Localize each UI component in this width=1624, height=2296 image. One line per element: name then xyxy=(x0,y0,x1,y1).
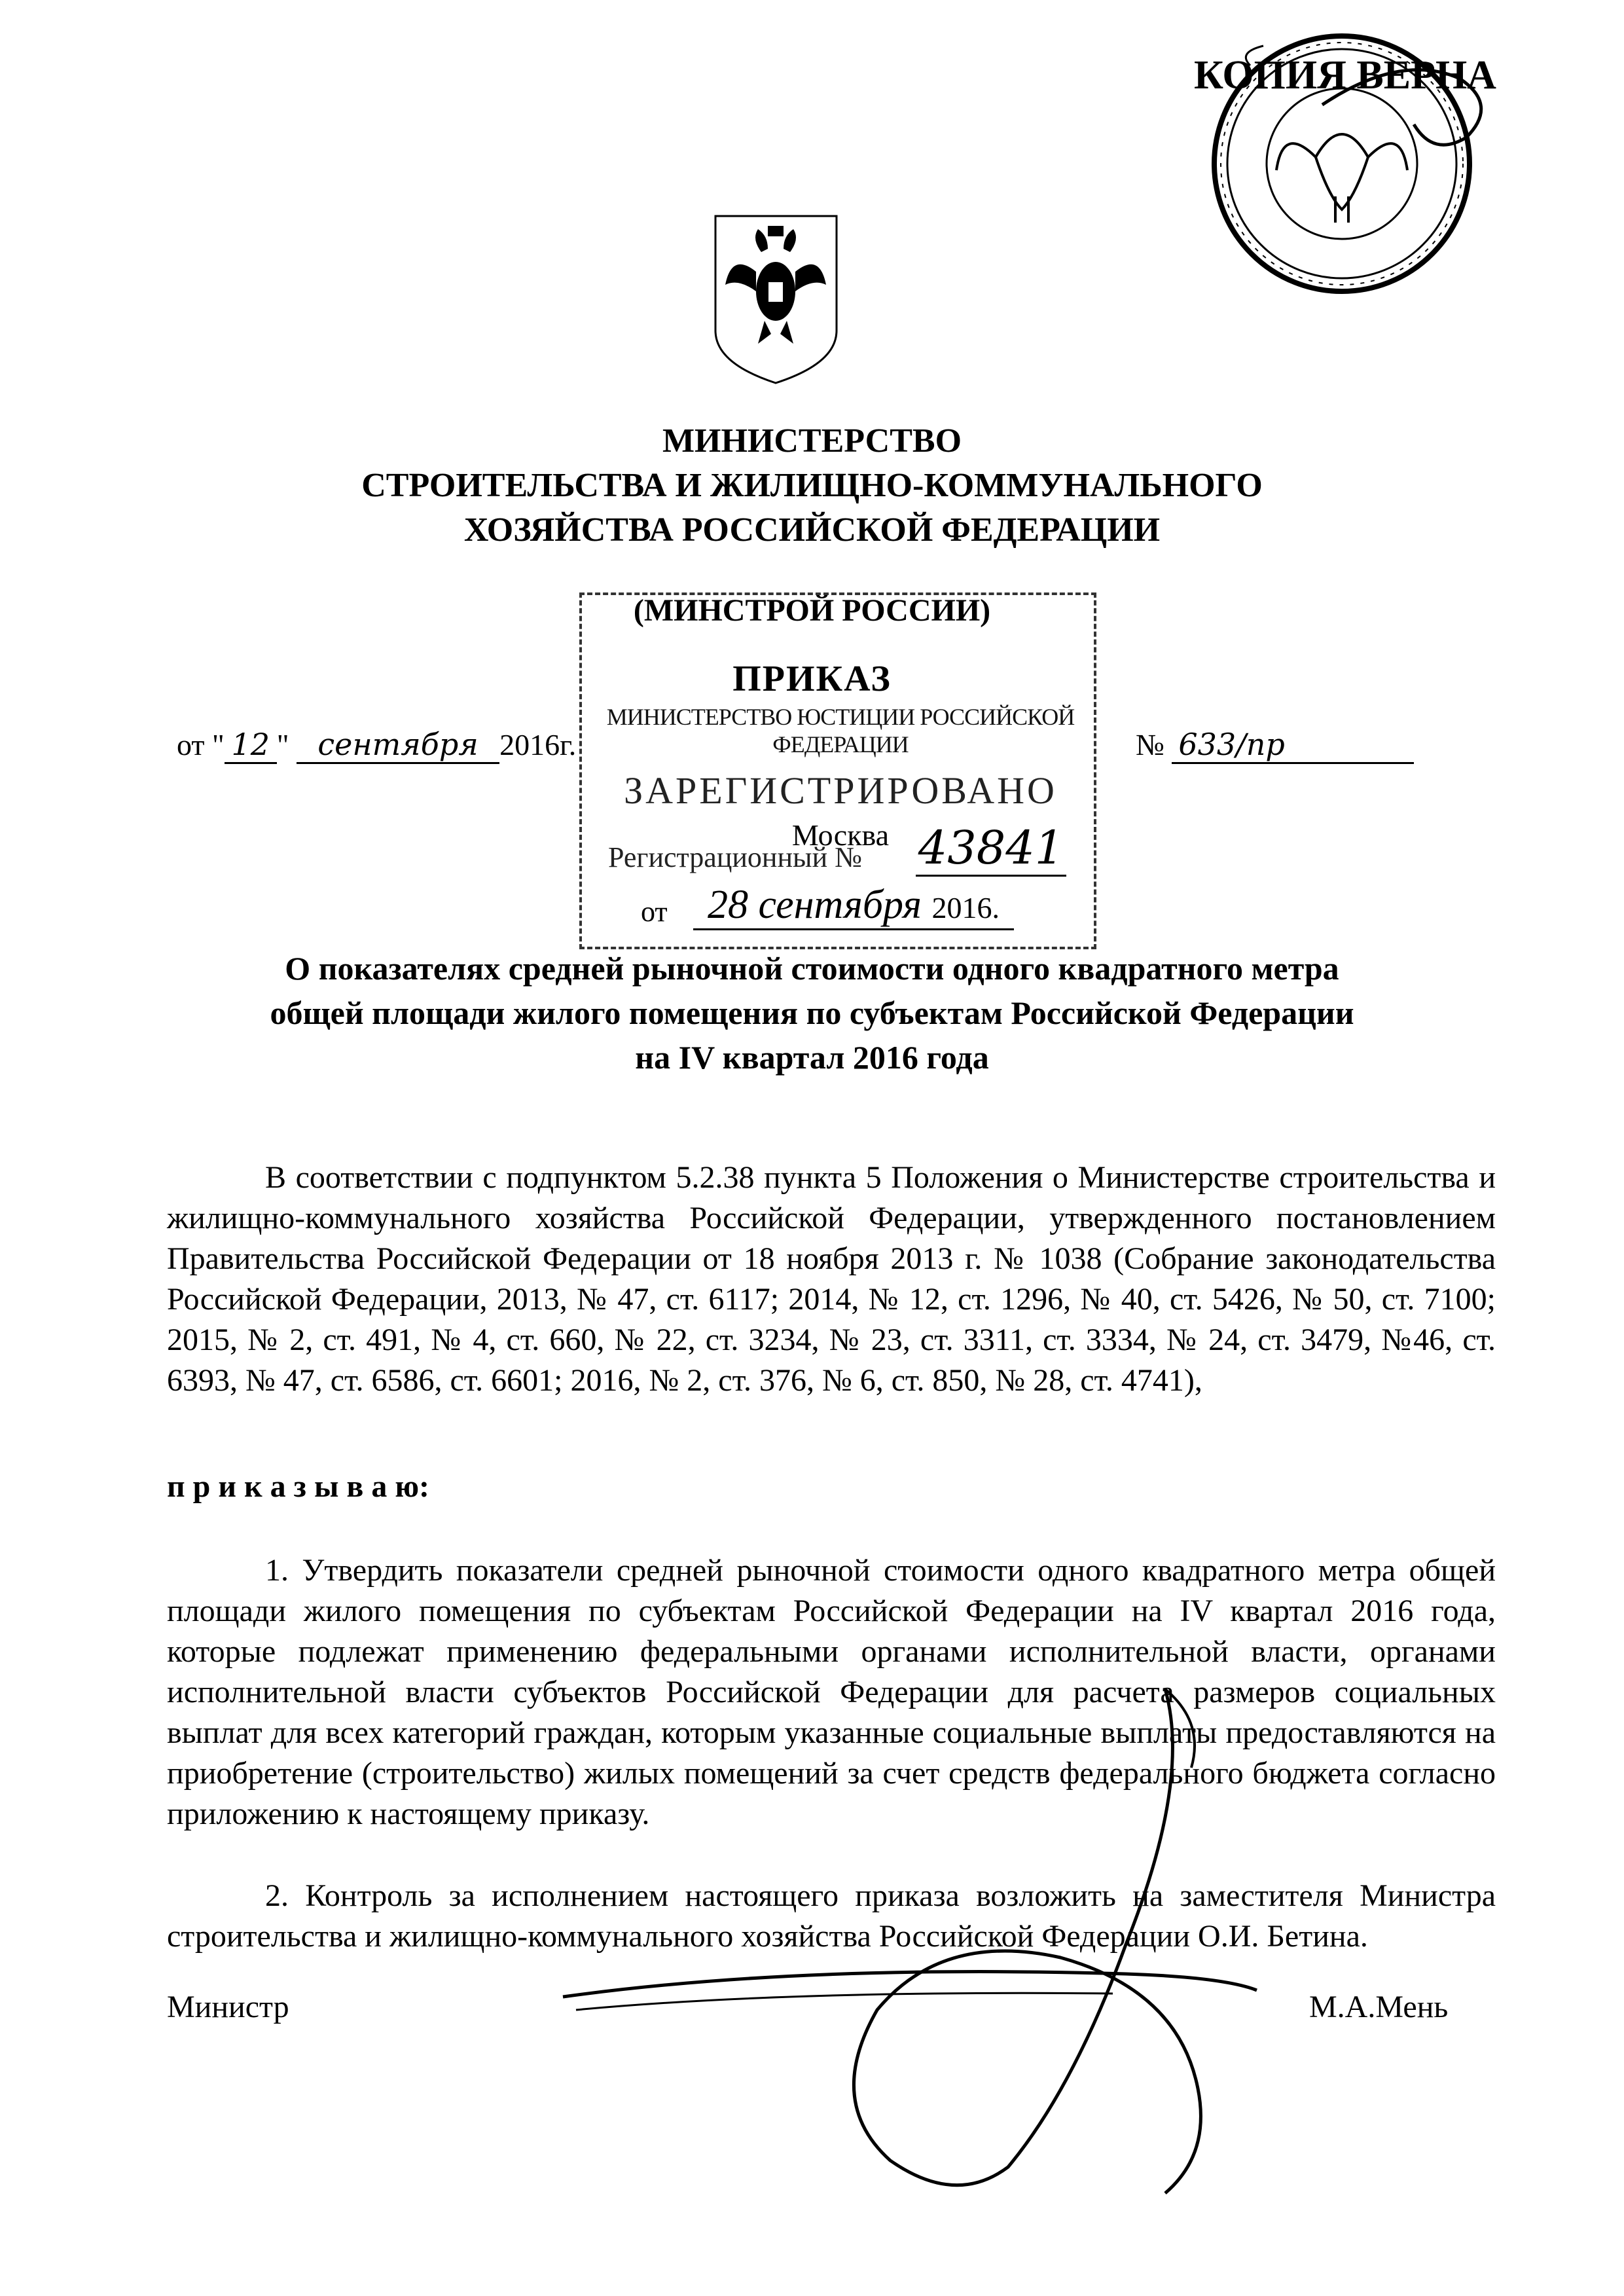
order-number-label: № xyxy=(1136,728,1164,761)
stamp-ministry: МИНИСТЕРСТВО ЮСТИЦИИ РОССИЙСКОЙ ФЕДЕРАЦИИ xyxy=(606,704,1075,757)
signer-name: М.А.Мень xyxy=(1309,1990,1449,2024)
stamp-status: ЗАРЕГИСТРИРОВАНО xyxy=(624,769,1057,812)
document-title xyxy=(0,946,1624,1080)
order-number: 633/пр xyxy=(1172,727,1414,764)
preamble-paragraph xyxy=(167,1157,1496,1401)
stamp-reg-number: 43841 xyxy=(916,821,1066,877)
item-1-text: 1. Утвердить показатели средней рыночной стоимости одного квадратного метра общей площади жилого помещения по субъектам Российской Федерации на IV квартал 2016 года, которые подлежат применению федеральными органами исполнительной власти, органами исполнительной власти субъектов Российской Федерации для расчета размеров социальных выплат для всех категорий граждан, которым указанные социальные выплаты предоставляются на приобретение (строительство) жилых помещений за счет средств федерального бюджета согласно приложению к настоящему приказу. xyxy=(167,1553,1496,1831)
certified-copy-seal xyxy=(1185,26,1538,314)
command-word: п р и к а з ы в а ю: xyxy=(167,1469,430,1504)
stamp-date-year: 2016. xyxy=(931,891,1000,924)
ministry-line-2: СТРОИТЕЛЬСТВА И ЖИЛИЩНО-КОММУНАЛЬНОГО xyxy=(361,467,1263,504)
registration-stamp xyxy=(579,592,1096,949)
order-day: 12 xyxy=(225,727,277,764)
order-from-prefix: от xyxy=(177,728,205,761)
stamp-date xyxy=(693,882,1014,930)
ministry-header xyxy=(0,419,1624,553)
stamp-date-prefix: от xyxy=(641,896,668,928)
order-date: от " 12 " сентября 2016г. xyxy=(177,727,576,764)
ministry-line-3: ХОЗЯЙСТВА РОССИЙСКОЙ ФЕДЕРАЦИИ xyxy=(463,511,1161,549)
order-year-prefix: 201 xyxy=(499,728,545,761)
title-line-1: О показателях средней рыночной стоимости одного квадратного метра xyxy=(285,950,1339,987)
order-year-suffix: 6 xyxy=(545,728,560,761)
stamp-reg-label: Регистрационный № xyxy=(608,841,863,873)
ministry-short-name: (МИНСТРОЙ РОССИИ) xyxy=(633,593,991,628)
order-month: сентября xyxy=(297,727,499,764)
ministry-line-1: МИНИСТЕРСТВО xyxy=(662,422,962,460)
handwritten-signature xyxy=(537,1683,1335,2206)
seal-text: КОПИЯ ВЕРНА xyxy=(1194,53,1496,98)
signer-position: Министр xyxy=(167,1990,289,2024)
title-line-3: на IV квартал 2016 года xyxy=(635,1039,989,1076)
document-type: ПРИКАЗ xyxy=(732,659,892,699)
order-year-unit: г. xyxy=(560,728,577,761)
coat-of-arms-emblem xyxy=(712,213,840,386)
item-2-text: 2. Контроль за исполнением настоящего приказа возложить на заместителя Министра строительства и жилищно-коммунального хозяйства Российской Федерации О.И. Бетина. xyxy=(167,1878,1496,1954)
preamble-text: В соответствии с подпунктом 5.2.38 пункта 5 Положения о Министерстве строительства и жилищно-коммунального хозяйства Российской Федерации, утвержденного постановлением Правительства Российской Федерации от 18 ноября 2013 г. № 1038 (Собрание законодательства Российской Федерации, 2013, № 47, ст. 6117; 2014, № 12, ст. 1296, № 40, ст. 5426, № 50, ст. 7100; 2015, № 2, ст. 491, № 4, ст. 660, № 22, ст. 3234, № 23, ст. 3311, ст. 3334, № 24, ст. 3479, №46, ст. 6393, № 47, ст. 6586, ст. 6601; 2016, № 2, ст. 376, № 6, ст. 850, № 28, ст. 4741), xyxy=(167,1160,1496,1398)
title-line-2: общей площади жилого помещения по субъектам Российской Федерации xyxy=(270,994,1354,1031)
order-number-line xyxy=(1136,727,1414,764)
stamp-date-value: 28 сентября xyxy=(707,883,922,927)
stamp-city: Москва xyxy=(791,818,890,852)
